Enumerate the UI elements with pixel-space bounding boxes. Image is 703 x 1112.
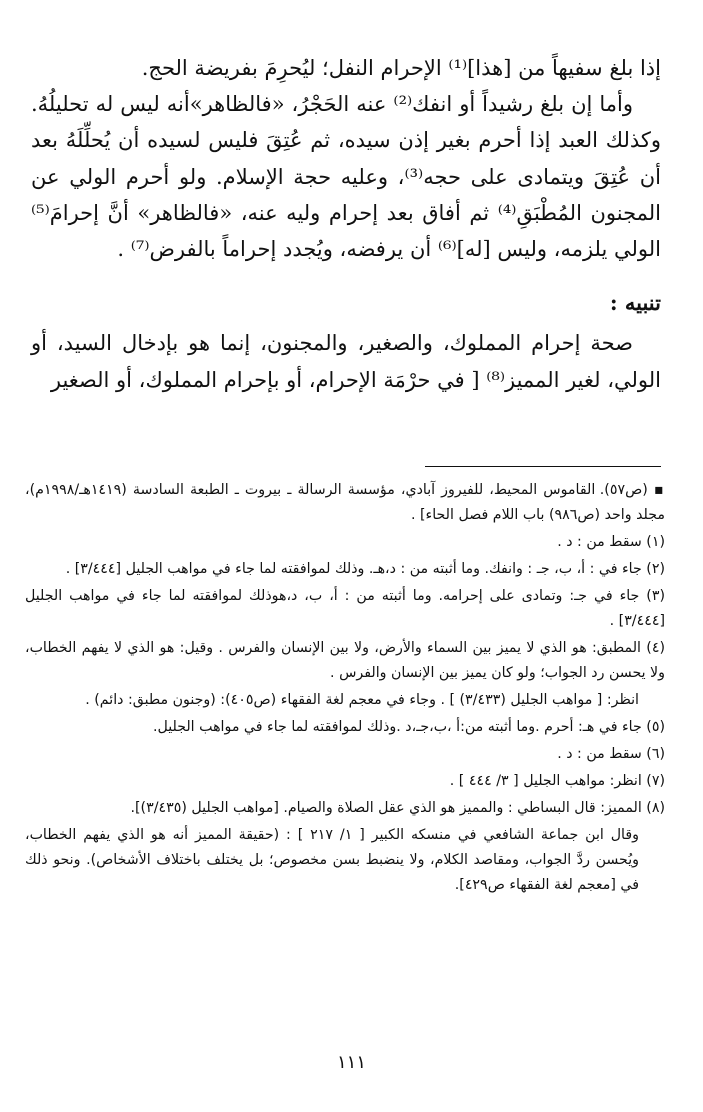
footnote-4: (٤) المطبق: هو الذي لا يميز بين السماء والأرض، ولا بين الإنسان والفرس . وقيل: هو الذي لا يفهم الخطاب، ولا يحسن رد الجواب؛ ولو كان يميز بين الإنسان والفرس . bbox=[25, 640, 665, 681]
footnote-1: (١) سقط من : د . bbox=[557, 534, 665, 550]
footnote-5: (٥) جاء في هـ: أحرم .وما أثبته من:أ ،ب،جـ،د .وذلك لموافقته لما جاء في مواهب الجليل. bbox=[152, 719, 665, 735]
paragraph-3: صحة إحرام المملوك، والصغير، والمجنون، إنما هو بإدخال السيد، أو الولي، لغير المميز⁽⁸⁾ [ في حرْمَة الإحرام، أو بإحرام المملوك، أو الصغير bbox=[31, 331, 661, 392]
footnote-6: (٦) سقط من : د . bbox=[557, 746, 665, 762]
footnote-2: (٢) جاء في : أ، ب، جـ : وانفك. وما أثبته من : د،هـ. وذلك لموافقته لما جاء في مواهب الجليل [٣/٤٤٤] . bbox=[65, 561, 665, 577]
footnote-8: (٨) المميز: قال البساطي : والمميز هو الذي عقل الصلاة والصيام. [مواهب الجليل (٣/٤٣٥)]. bbox=[130, 800, 665, 816]
footnote-3: (٣) جاء في جـ: وتمادى على إحرامه. وما أثبته من : أ، ب، د،هوذلك لموافقته لما جاء في مواهب الجليل [٣/٤٤٤] . bbox=[25, 588, 665, 629]
footnote-divider bbox=[425, 466, 661, 467]
section-heading: تنبيه : bbox=[609, 290, 661, 316]
footnotes bbox=[25, 478, 665, 900]
paragraph-2: وأما إن بلغ رشيداً أو انفك⁽²⁾ عنه الحَجْرُ، «فالظاهر»أنه ليس له تحليلُهُ. وكذلك العبد إذا أحرم بغير إذن سيده، ثم عُتِقَ فليس لسيده أن يُحلِّلَهُ بعد أن عُتِقَ ويتمادى على حجه⁽³⁾، وعليه حجة الإسلام. ولو أحرم الولي عن المجنون المُطْبَقِ⁽⁴⁾ ثم أفاق بعد إحرام وليه عنه، «فالظاهر» أنَّ إحرامَ⁽⁵⁾ الولي يلزمه، وليس [له]⁽⁶⁾ أن يرفضه، ويُجدد إحراماً بالفرض⁽⁷⁾ . bbox=[31, 92, 661, 262]
footnote-4-continued: انظر: [ مواهب الجليل (٣/٤٣٣) ] . وجاء في معجم لغة الفقهاء (ص٤٠٥): (وجنون مطبق: دائم) . bbox=[85, 692, 639, 708]
paragraph-1: إذا بلغ سفيهاً من [هذا]⁽¹⁾ الإحرام النفل؛ ليُحرِمَ بفريضة الحج. bbox=[141, 56, 661, 80]
footnote-7: (٧) انظر: مواهب الجليل [ ٣/ ٤٤٤ ] . bbox=[449, 773, 665, 789]
footnote-source: ▪ (ص٥٧). القاموس المحيط، للفيروز آبادي، مؤسسة الرسالة ـ بيروت ـ الطبعة السادسة (١٤١٩هـ/١٩٩٨م)، مجلد واحد (ص٩٨٦) باب اللام فصل الحاء] . bbox=[25, 482, 665, 523]
footnote-8-continued: وقال ابن جماعة الشافعي في منسكه الكبير [ ١/ ٢١٧ ] : (حقيقة المميز أنه هو الذي يفهم الخطاب، ويُحسن ردَّ الجواب، ومقاصد الكلام، ولا ينضبط بسن مخصوص؛ بل يختلف باختلاف الأشخاص). ونحو ذلك في [معجم لغة الفقهاء ص٤٢٩]. bbox=[25, 827, 639, 893]
page-number: ١١١ bbox=[336, 1052, 366, 1073]
main-text bbox=[31, 50, 661, 398]
